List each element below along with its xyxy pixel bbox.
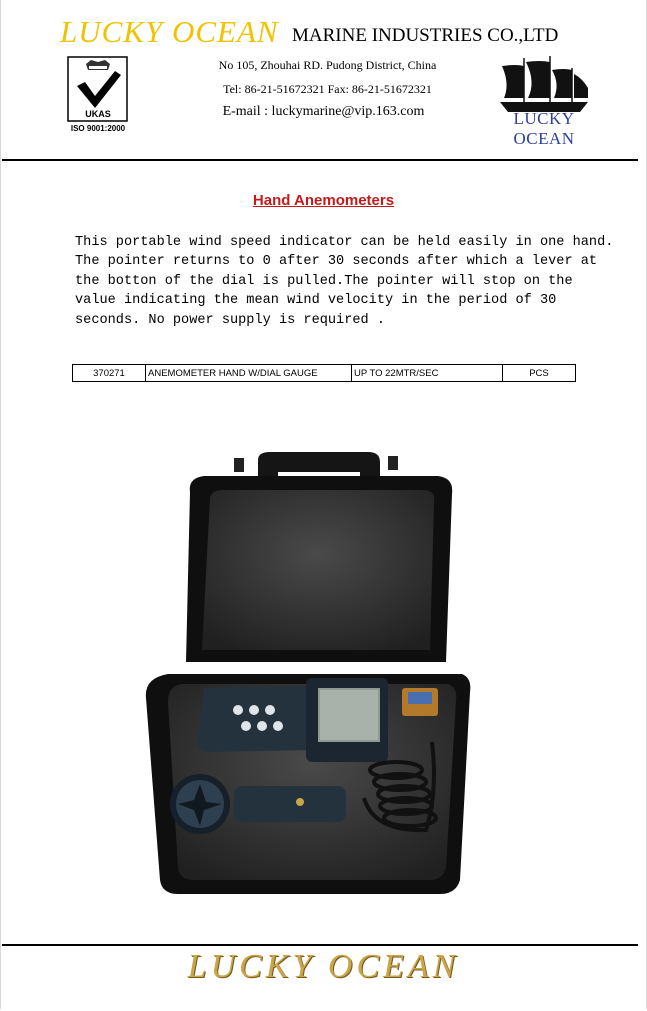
brand-name: LUCKY OCEAN bbox=[60, 14, 279, 49]
ukas-label: UKAS bbox=[85, 109, 111, 119]
footer-brand: LUCKY OCEAN bbox=[187, 948, 460, 985]
company-name: MARINE INDUSTRIES CO.,LTD bbox=[292, 25, 559, 46]
product-range: UP TO 22MTR/SEC bbox=[352, 365, 503, 382]
product-code: 370271 bbox=[73, 365, 146, 382]
ship-logo-text: LUCKY OCEAN bbox=[513, 109, 575, 148]
product-unit: PCS bbox=[503, 365, 576, 382]
iso-label: ISO 9001:2000 bbox=[70, 124, 126, 133]
product-description: This portable wind speed indicator can be held easily in one hand. The pointer returns to 0 after 30 seconds after which a lever at the botton of the dial is pulled.The pointer will stop on the value indicating the mean wind velocity in the period of 30 seconds. No power supply is required . bbox=[75, 235, 614, 328]
company-contact: Tel: 86-21-51672321 Fax: 86-21-51672321 bbox=[223, 82, 432, 96]
header-divider bbox=[2, 159, 638, 161]
product-photo bbox=[138, 452, 473, 912]
footer-divider bbox=[2, 944, 638, 946]
company-address: No 105, Zhouhai RD. Pudong District, China bbox=[218, 58, 437, 72]
product-title: Hand Anemometers bbox=[252, 192, 395, 209]
product-table bbox=[72, 364, 576, 382]
product-name: ANEMOMETER HAND W/DIAL GAUGE bbox=[146, 365, 352, 382]
table-row bbox=[73, 365, 576, 382]
company-email: E-mail : luckymarine@vip.163.com bbox=[222, 104, 425, 119]
